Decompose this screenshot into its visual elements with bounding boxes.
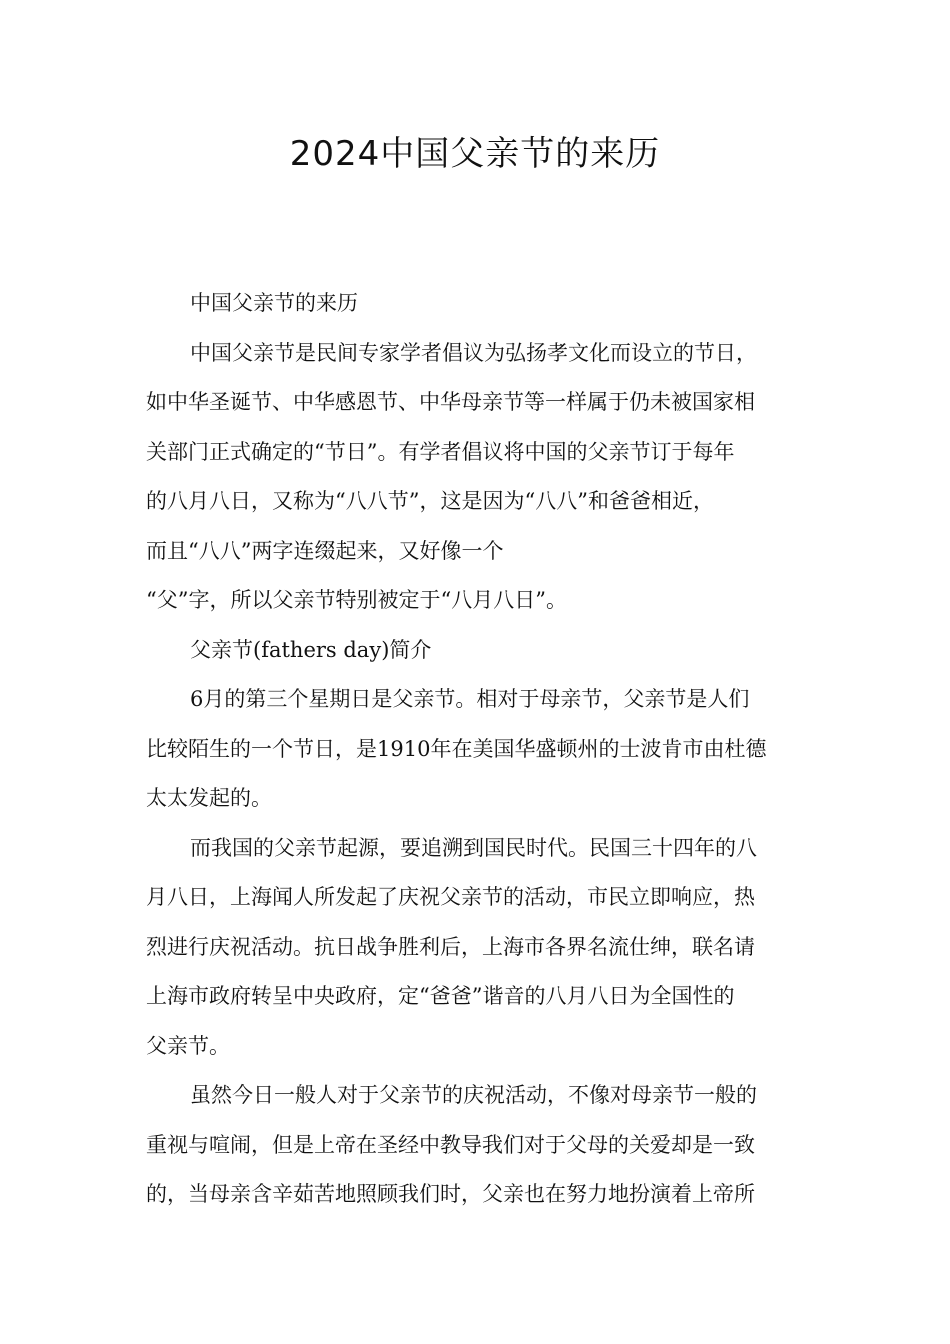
text-line: 中国父亲节是民间专家学者倡议为弘扬孝文化而设立的节日，	[190, 340, 757, 365]
paragraph-reflection	[146, 1071, 806, 1220]
text-line: 上海市政府转呈中央政府，定“爸爸”谐音的八月八日为全国性的	[146, 984, 735, 1008]
text-line: 关部门正式确定的“节日”。有学者倡议将中国的父亲节订于每年	[146, 439, 735, 464]
paragraph-intro	[146, 329, 806, 626]
text-line: 6月的第三个星期日是父亲节。相对于母亲节，父亲节是人们	[190, 687, 750, 711]
text-line: “父”字，所以父亲节特别被定于“八月八日”。	[146, 588, 567, 612]
text-line: 而我国的父亲节起源，要追溯到国民时代。民国三十四年的八	[190, 835, 757, 860]
text-line: 如中华圣诞节、中华感恩节、中华母亲节等一样属于仍未被国家相	[146, 390, 755, 414]
text-line: 烈进行庆祝活动。抗日战争胜利后，上海市各界名流仕绅，联名请	[146, 934, 755, 959]
text-line: 而且“八八”两字连缀起来，又好像一个	[146, 538, 504, 563]
text-line: 重视与喧闹，但是上帝在圣经中教导我们对于父母的关爱却是一致	[146, 1132, 755, 1157]
paragraph-heading-2	[146, 626, 806, 676]
text-line: 父亲节(fathers day)简介	[190, 637, 432, 662]
text-line: 的，当母亲含辛茹苦地照顾我们时，父亲也在努力地扮演着上帝所	[146, 1182, 755, 1206]
text-line: 月八日，上海闻人所发起了庆祝父亲节的活动，市民立即响应，热	[146, 885, 755, 909]
text-line: 的八月八日，又称为“八八节”，这是因为“八八”和爸爸相近，	[146, 489, 714, 513]
text-line: 太太发起的。	[146, 786, 272, 810]
text-line: 虽然今日一般人对于父亲节的庆祝活动，不像对母亲节一般的	[190, 1083, 757, 1107]
document-title: 2024中国父亲节的来历	[289, 134, 661, 174]
paragraph-heading-1	[146, 279, 806, 329]
document-body	[146, 279, 806, 1220]
text-line: 父亲节。	[146, 1033, 230, 1058]
paragraph-fathers-day-intro	[146, 675, 806, 824]
paragraph-origin-china	[146, 824, 806, 1072]
text-line: 中国父亲节的来历	[190, 291, 358, 315]
text-line: 比较陌生的一个节日，是1910年在美国华盛顿州的士波肯市由杜德	[146, 736, 767, 761]
